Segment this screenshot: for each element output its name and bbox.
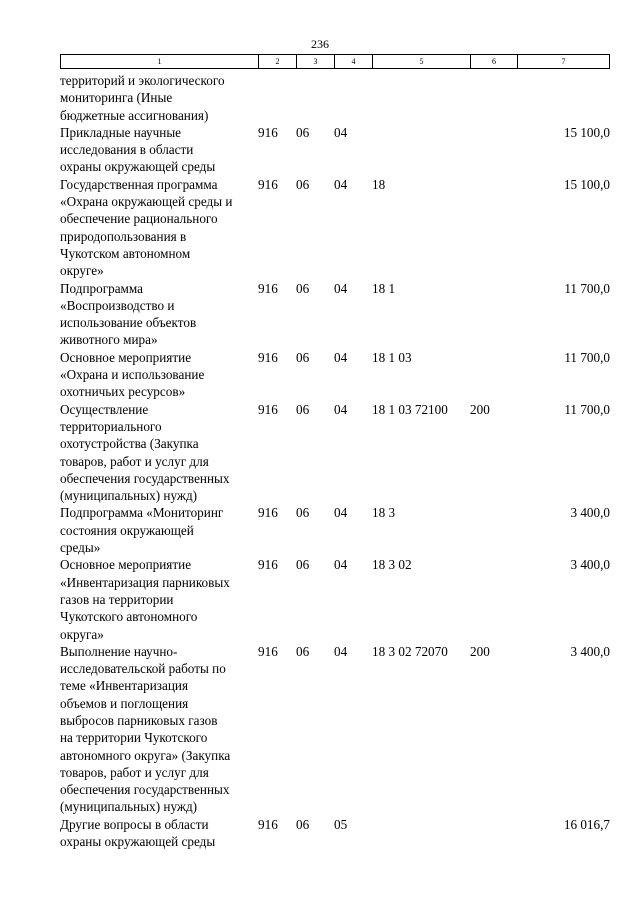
- cell-col-2: [258, 72, 296, 124]
- cell-row-name: Основное мероприятие «Охрана и использование охотничьих ресурсов»: [60, 349, 205, 400]
- cell-col-7: 11 700,0: [564, 349, 610, 365]
- table-body: [60, 72, 610, 850]
- cell-col-4: 04: [334, 280, 348, 296]
- cell-col-7: 15 100,0: [563, 124, 610, 140]
- cell-col-4: 04: [334, 557, 348, 573]
- cell-col-3: 06: [296, 124, 310, 140]
- cell-col-6: [470, 124, 517, 176]
- cell-col-7: 3 400,0: [570, 557, 610, 573]
- cell-row-name: Государственная программа «Охрана окружающей среды и обеспечение рационального природопользования в Чукотском автономном округе»: [60, 176, 233, 279]
- cell-col-4: 05: [334, 816, 348, 832]
- cell-col-4: 04: [334, 124, 348, 140]
- table-row: [60, 816, 610, 851]
- cell-col-7: 15 100,0: [563, 176, 610, 192]
- cell-col-7: 3 400,0: [570, 643, 610, 659]
- cell-col-4: 04: [334, 643, 348, 659]
- cell-col-2: 916: [258, 505, 278, 521]
- cell-row-name: Основное мероприятие «Инвентаризация парниковых газов на территории Чукотского автономного округа»: [60, 557, 230, 642]
- cell-col-6: [470, 72, 517, 124]
- table-row: [60, 349, 610, 401]
- cell-row-name: Выполнение научно- исследовательской работы по теме «Инвентаризация объемов и поглощения выбросов парниковых газов на территории Чукотского автономного округа» (Закупка товаров, работ и услуг для обеспечения государственных (муниципальных) нужд): [60, 643, 231, 815]
- cell-row-name: Другие вопросы в области охраны окружающей среды: [60, 816, 216, 850]
- cell-col-2: 916: [258, 280, 278, 296]
- cell-col-5: [372, 816, 470, 851]
- cell-col-5: 18 3 02 72070: [372, 643, 448, 659]
- cell-row-name: Подпрограмма «Воспроизводство и использование объектов животного мира»: [60, 280, 197, 348]
- table-row: [60, 176, 610, 280]
- cell-col-2: 916: [258, 557, 278, 573]
- cell-col-7: 3 400,0: [570, 505, 610, 521]
- cell-col-7: [517, 72, 610, 124]
- header-col-7: 7: [517, 54, 610, 69]
- cell-col-2: 916: [258, 124, 278, 140]
- table-header: [60, 54, 610, 69]
- cell-col-7: 11 700,0: [564, 280, 610, 296]
- cell-row-name: Осуществление территориального охотустройства (Закупка товаров, работ и услуг для обеспечения государственных (муниципальных) нужд): [60, 401, 230, 504]
- header-col-2: 2: [258, 54, 296, 69]
- cell-col-3: 06: [296, 280, 310, 296]
- cell-col-5: [372, 124, 470, 176]
- cell-col-3: 06: [296, 505, 310, 521]
- cell-col-3: 06: [296, 401, 310, 417]
- cell-col-4: 04: [334, 349, 348, 365]
- cell-col-6: [470, 556, 517, 642]
- cell-row-name: Прикладные научные исследования в области охраны окружающей среды: [60, 124, 216, 175]
- cell-col-4: 04: [334, 505, 348, 521]
- header-col-1: 1: [60, 54, 258, 69]
- cell-col-3: 06: [296, 557, 310, 573]
- cell-row-name: территорий и экологического мониторинга (Иные бюджетные ассигнования): [60, 73, 225, 123]
- cell-col-6: [470, 176, 517, 280]
- header-col-3: 3: [296, 54, 334, 69]
- page-number: 236: [311, 37, 329, 51]
- header-col-4: 4: [334, 54, 372, 69]
- cell-col-7: 16 016,7: [563, 816, 610, 832]
- cell-col-3: 06: [296, 816, 310, 832]
- cell-col-7: 11 700,0: [564, 401, 610, 417]
- table-row: [60, 401, 610, 505]
- cell-col-2: 916: [258, 401, 278, 417]
- cell-col-2: 916: [258, 349, 278, 365]
- cell-col-6: [470, 504, 517, 556]
- cell-col-3: 06: [296, 643, 310, 659]
- cell-col-4: [334, 72, 372, 124]
- table-row: [60, 643, 610, 816]
- cell-col-6: [470, 349, 517, 401]
- cell-row-name: Подпрограмма «Мониторинг состояния окружающей среды»: [60, 505, 224, 556]
- table-row: [60, 556, 610, 642]
- header-col-5: 5: [372, 54, 470, 69]
- cell-col-5: 18 3 02: [372, 557, 412, 573]
- cell-col-3: 06: [296, 176, 310, 192]
- cell-col-5: 18: [372, 176, 386, 192]
- cell-col-6: 200: [470, 643, 490, 659]
- cell-col-2: 916: [258, 176, 278, 192]
- cell-col-3: 06: [296, 349, 310, 365]
- header-col-6: 6: [470, 54, 517, 69]
- cell-col-5: 18 1 03: [372, 349, 412, 365]
- cell-col-5: 18 1: [372, 280, 396, 296]
- cell-col-2: 916: [258, 816, 278, 832]
- cell-col-5: [372, 72, 470, 124]
- cell-col-6: [470, 280, 517, 349]
- cell-col-6: [470, 816, 517, 851]
- cell-col-4: 04: [334, 176, 348, 192]
- cell-col-5: 18 3: [372, 505, 396, 521]
- cell-col-3: [296, 72, 334, 124]
- cell-col-2: 916: [258, 643, 278, 659]
- cell-col-5: 18 1 03 72100: [372, 401, 448, 417]
- table-row: [60, 504, 610, 556]
- table-row: [60, 124, 610, 176]
- table-row: [60, 280, 610, 349]
- table-row: [60, 72, 610, 124]
- cell-col-4: 04: [334, 401, 348, 417]
- cell-col-6: 200: [470, 401, 490, 417]
